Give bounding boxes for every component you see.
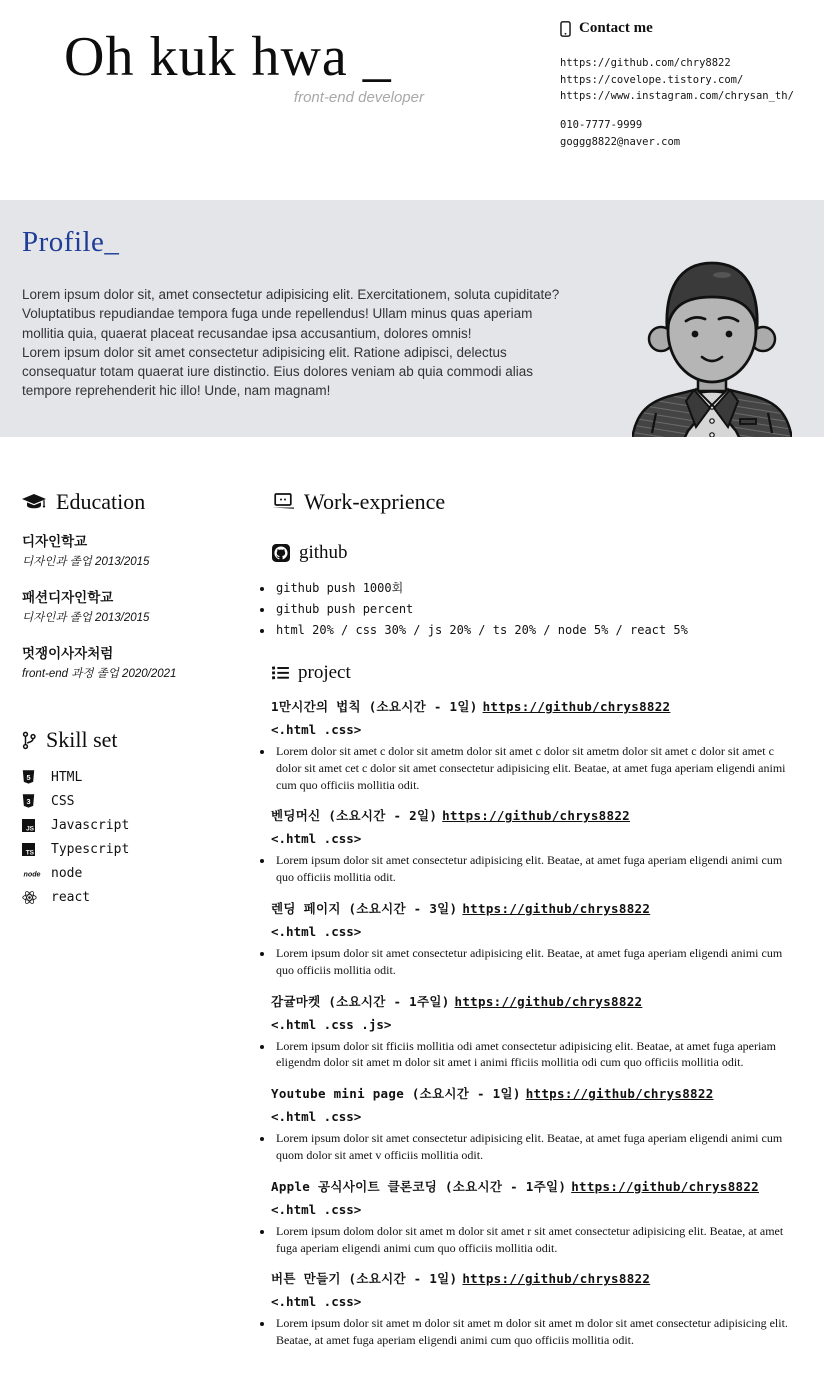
project-desc-list	[255, 1223, 790, 1257]
project-link[interactable]: https://github/chrys8822	[462, 900, 651, 916]
skill-list	[22, 770, 255, 905]
education-item	[22, 530, 255, 569]
project-title-line	[271, 899, 790, 917]
main-content	[0, 437, 824, 1379]
project-name: Apple 공식사이트 클론코딩 (소요시간 - 1주일)	[271, 1178, 567, 1194]
skill-label: HTML	[51, 770, 83, 785]
project-name: 버튼 만들기 (소요시간 - 1일)	[271, 1271, 458, 1287]
work-heading	[272, 489, 790, 515]
github-title: github	[299, 542, 348, 563]
project-item	[255, 806, 790, 886]
github-icon	[272, 544, 290, 562]
skill-item	[22, 866, 255, 881]
contact-link[interactable]: https://covelope.tistory.com/	[560, 73, 744, 86]
project-stack: <.html .css>	[271, 1201, 362, 1217]
project-desc-list	[255, 743, 790, 793]
svg-text:JS: JS	[26, 825, 35, 832]
skill-label: Javascript	[51, 818, 130, 833]
project-description: • Lorem ipsum dolor sit amet m dolor sit amet m dolor sit amet m dolor sit amet consectetur adipisicing elit. Beatae, at amet fuga aperiam eligendi animi cum quo officiis mollitia odit.	[274, 1315, 790, 1349]
project-stack: <.html .css>	[271, 722, 362, 737]
project-list	[255, 697, 790, 1349]
list-icon	[272, 666, 289, 680]
project-title-line	[271, 1269, 790, 1287]
education-school: 패션디자인학교	[22, 590, 114, 605]
profile-title: Profile_	[22, 226, 120, 258]
github-heading	[272, 542, 790, 564]
contact-link[interactable]: https://github.com/chry8822	[560, 57, 731, 69]
project-name: Youtube mini page (소요시간 - 1일)	[271, 1086, 521, 1102]
project-stack: <.html .css>	[271, 923, 362, 939]
contact-block	[560, 20, 810, 149]
contact-link[interactable]: https://www.instagram.com/chrysan_th/	[560, 90, 794, 103]
project-stack: <.html .css>	[271, 1294, 362, 1310]
project-desc-list	[255, 852, 790, 886]
education-detail: 디자인과 졸업 2013/2015	[22, 612, 150, 624]
person-name: Oh kuk hwa _	[64, 26, 392, 88]
skill-item	[22, 818, 255, 833]
laptop-icon	[272, 493, 294, 511]
project-item	[255, 697, 790, 793]
contact-title-row	[560, 20, 810, 37]
project-item	[255, 1084, 790, 1164]
contact-email: goggg8822@naver.com	[560, 135, 681, 148]
page-header	[0, 0, 824, 200]
project-title-line	[271, 1177, 790, 1195]
person-role: front-end developer	[293, 88, 424, 106]
skill-label: react	[51, 890, 91, 905]
title-block	[64, 26, 424, 106]
typescript-icon	[22, 843, 42, 856]
github-bullet-list	[255, 578, 790, 641]
project-description: • Lorem ipsum dolom dolor sit amet m dolor sit amet r sit amet consectetur adipisicing elit. Beatae, at amet fuga aperiam eligendi animi cum quo officiis mollitia odit.	[274, 1223, 790, 1257]
project-name: 렌딩 페이지 (소요시간 - 3일)	[271, 900, 458, 916]
project-link[interactable]: https://github/chrys8822	[525, 1086, 714, 1102]
right-column	[255, 489, 790, 1349]
project-title-line	[271, 1084, 790, 1102]
left-column	[22, 489, 255, 1349]
profile-paragraph: Lorem ipsum dolor sit, amet consectetur adipisicing elit. Exercitationem, soluta cupiditate? Voluptatibus repudiandae tempora fuga unde repellendus! Ullam minus quas aperiam mollitia quia, quaerat placeat recusandae ipsa accusantium, dolores omnis!	[22, 287, 560, 341]
github-bullet: • github push percent	[274, 599, 790, 620]
education-title: Education	[56, 489, 146, 514]
project-item	[255, 992, 790, 1072]
svg-text:3: 3	[26, 796, 31, 806]
education-list	[22, 530, 255, 681]
contact-extra	[560, 119, 810, 149]
react-icon	[22, 890, 42, 905]
project-desc-list	[255, 1315, 790, 1349]
project-stack: <.html .css .js>	[271, 1016, 392, 1032]
work-title: Work-exprience	[304, 489, 446, 514]
svg-text:5: 5	[26, 772, 31, 782]
project-desc-list	[255, 1130, 790, 1164]
skillset-title: Skill set	[46, 727, 118, 752]
education-detail: front-end 과정 졸업 2020/2021	[22, 668, 177, 680]
project-name: 감귤마켓 (소요시간 - 1주일)	[271, 993, 450, 1009]
svg-text:node: node	[23, 870, 41, 879]
svg-text:TS: TS	[25, 849, 35, 856]
html5-icon	[22, 770, 42, 785]
github-bullet: • github push 1000회	[274, 578, 790, 599]
skill-item	[22, 842, 255, 857]
avatar-illustration	[632, 247, 792, 437]
education-heading	[22, 489, 255, 515]
project-block	[272, 662, 790, 684]
project-desc-list	[255, 1038, 790, 1072]
education-item	[22, 642, 255, 681]
project-description: • Lorem ipsum dolor sit amet consectetur adipisicing elit. Beatae, at amet fuga aperiam eligendi animi cum quo officiis mollitia odit.	[274, 945, 790, 979]
project-title: project	[298, 662, 351, 683]
phone-icon	[560, 21, 571, 37]
project-name: 1만시간의 법칙 (소요시간 - 1일)	[271, 699, 478, 714]
skillset-heading	[22, 727, 255, 753]
nodejs-icon	[22, 869, 42, 879]
skill-item	[22, 794, 255, 809]
project-description: • Lorem ipsum dolor sit amet consectetur adipisicing elit. Beatae, at amet fuga aperiam eligendi animi cum quo officiis mollitia odit.	[274, 852, 790, 886]
project-description: • Lorem ipsum dolor sit fficiis mollitia odi amet consectetur adipisicing elit. Beatae, at amet fuga aperiam eligendm dolor sit amet m dolor sit amet i animi fficiis mollitia odi cum quo officiis mollitia odit.	[274, 1038, 790, 1072]
skill-item	[22, 890, 255, 905]
project-title-line	[271, 697, 790, 715]
project-title-line	[271, 806, 790, 824]
education-detail: 디자인과 졸업 2013/2015	[22, 556, 150, 568]
github-block	[272, 542, 790, 564]
skill-item	[22, 770, 255, 785]
education-school: 멋쟁이사자처럼	[22, 646, 114, 661]
skillset-block	[22, 727, 255, 905]
project-stack: <.html .css>	[271, 831, 362, 847]
project-link[interactable]: https://github/chrys8822	[462, 1271, 651, 1287]
project-title-line	[271, 992, 790, 1010]
project-link[interactable]: https://github/chrys8822	[454, 993, 643, 1009]
project-description: • Lorem dolor sit amet c dolor sit ametm dolor sit amet c dolor sit ametm dolor sit amet c dolor sit amet c dolor sit amet cet c dolor sit amet consectetur adipisicing elit. Beatae, at amet fuga aperiam eligendi animi cum quo officiis mollitia odit.	[274, 743, 790, 793]
skill-label: node	[51, 866, 83, 881]
contact-links	[560, 57, 810, 104]
project-link[interactable]: https://github/chrys8822	[482, 699, 671, 714]
avatar	[632, 247, 792, 437]
project-link[interactable]: https://github/chrys8822	[571, 1178, 760, 1194]
graduation-cap-icon	[22, 494, 46, 511]
project-description: • Lorem ipsum dolor sit amet consectetur adipisicing elit. Beatae, at amet fuga aperiam eligendi animi cum quom dolor sit amet v officiis mollitia odit.	[274, 1130, 790, 1164]
education-item	[22, 586, 255, 625]
project-item	[255, 1177, 790, 1257]
contact-title-label: Contact me	[579, 20, 653, 36]
profile-paragraph: Lorem ipsum dolor sit amet consectetur adipisicing elit. Ratione adipisci, delectus consequatur totam quaerat iure distinctio. Eius dolores veniam ab quia commodi alias tempore reprehenderit hic illo! Unde, nam magnam!	[22, 344, 534, 399]
profile-section	[0, 200, 824, 437]
skill-label: Typescript	[51, 842, 130, 857]
git-branch-icon	[22, 731, 36, 750]
project-item	[255, 899, 790, 979]
project-heading	[272, 662, 790, 684]
profile-text	[22, 285, 574, 401]
project-desc-list	[255, 945, 790, 979]
skill-label: CSS	[51, 794, 75, 809]
contact-phone: 010-7777-9999	[560, 118, 643, 131]
github-bullet: • html 20% / css 30% / js 20% / ts 20% / node 5% / react 5%	[274, 620, 790, 641]
project-link[interactable]: https://github/chrys8822	[442, 808, 630, 824]
javascript-icon	[22, 819, 42, 832]
css3-icon	[22, 794, 42, 809]
project-name: 벤딩머신 (소요시간 - 2일)	[271, 808, 438, 824]
project-item	[255, 1269, 790, 1349]
project-stack: <.html .css>	[271, 1109, 362, 1125]
education-school: 디자인학교	[22, 534, 88, 549]
